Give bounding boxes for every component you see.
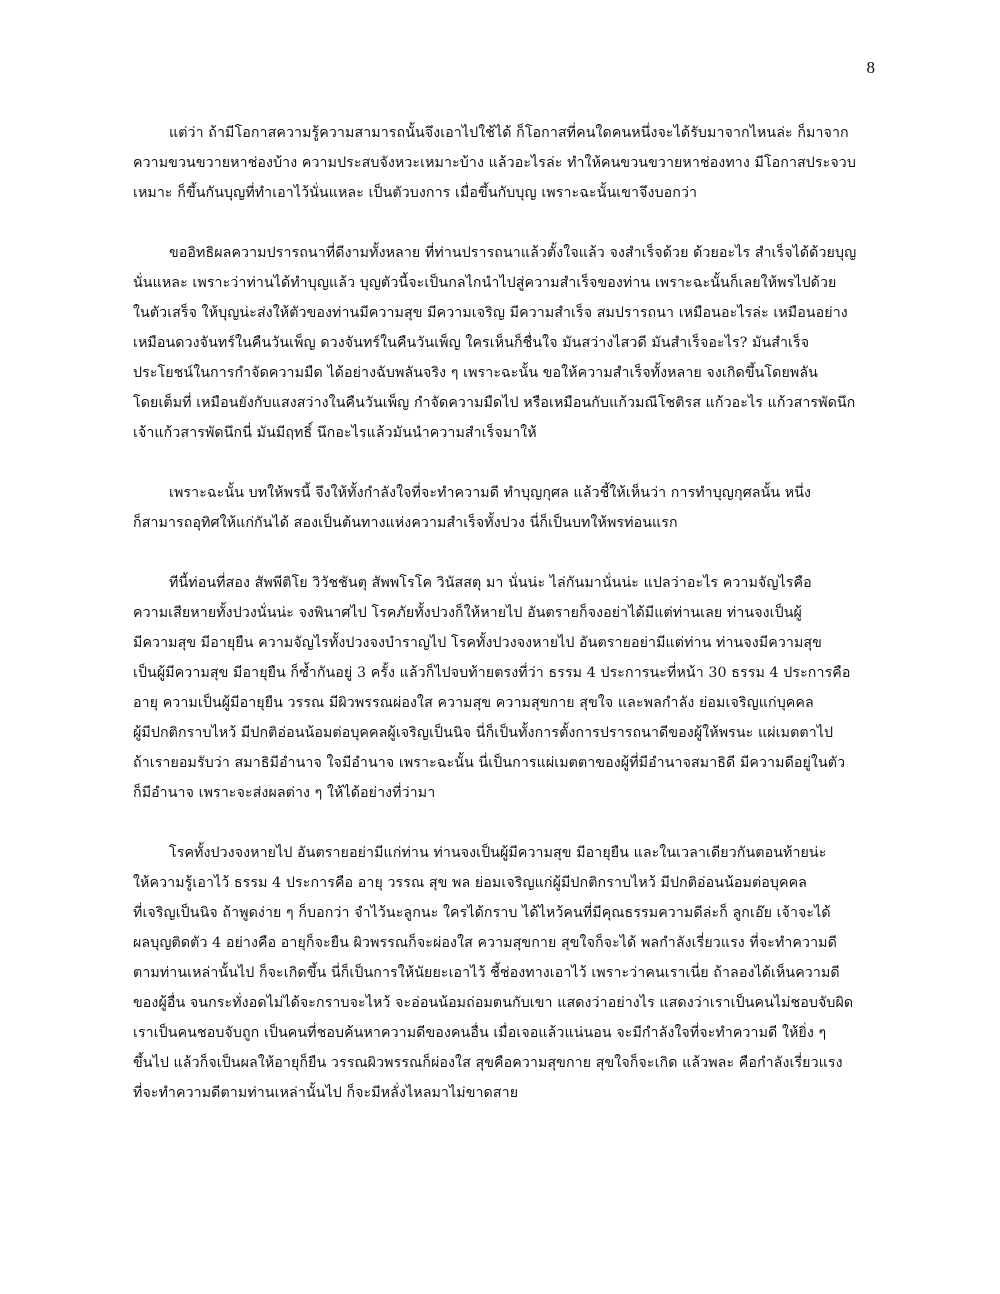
text-line: แต่ว่า ถ้ามีโอกาสความรู้ความสามารถนั้นจึงเอาไปใช้ได้ ก็โอกาสที่คนใดคนหนึ่งจะได้รับมาจากไหนล่ะ ก็มาจาก [169,125,849,141]
text-line: ที่เจริญเป็นนิจ ถ้าพูดง่าย ๆ ก็บอกว่า จำไว้นะลูกนะ ใครได้กราบ ได้ไหว้คนที่มีคุณธรรมความดีล่ะก็ ลูกเอ๊ย เจ้าจะได้ [133,905,831,921]
text-line: ในตัวเสร็จ ให้บุญน่ะส่งให้ตัวของท่านมีความสุข มีความเจริญ มีความสำเร็จ สมปรารถนา เหมือนอะไรล่ะ เหมือนอย่าง [133,305,848,321]
text-line: ประโยชน์ในการกำจัดความมืด ได้อย่างฉับพลันจริง ๆ เพราะฉะนั้น ขอให้ความสำเร็จทั้งหลาย จงเกิดขึ้นโดยพลัน [133,365,818,381]
text-line: ขออิทธิผลความปรารถนาที่ดีงามทั้งหลาย ที่ท่านปรารถนาแล้วตั้งใจแล้ว จงสำเร็จด้วย ด้วยอะไร สำเร็จได้ด้วยบุญ [169,245,857,261]
text-line: ตามท่านเหล่านั้นไป ก็จะเกิดขึ้น นี่ก็เป็นการให้นัยยะเอาไว้ ชี้ช่องทางเอาไว้ เพราะว่าคนเราเนี่ย ถ้าลองได้เห็นความดี [133,965,840,981]
page-number: 8 [866,58,875,77]
text-line: เจ้าแก้วสารพัดนึกนี่ มันมีฤทธิ์ นึกอะไรแล้วมันนำความสำเร็จมาให้ [133,425,537,441]
text-line: นั่นแหละ เพราะว่าท่านได้ทำบุญแล้ว บุญตัวนี้จะเป็นกลไกนำไปสู่ความสำเร็จของท่าน เพราะฉะนั้นก็เลยให้พรไปด้วย [133,275,837,291]
text-line: ผู้มีปกติกราบไหว้ มีปกติอ่อนน้อมต่อบุคคลผู้เจริญเป็นนิจ นี่ก็เป็นทั้งการตั้งการปรารถนาดีของผู้ให้พรนะ แผ่เมตตาไป [133,725,834,741]
text-line: ก็มีอำนาจ เพราะจะส่งผลต่าง ๆ ให้ได้อย่างที่ว่ามา [133,785,436,801]
text-line: เหมือนดวงจันทร์ในคืนวันเพ็ญ ดวงจันทร์ในคืนวันเพ็ญ ใครเห็นก็ชื่นใจ มันสว่างไสวดี มันสำเร็จอะไร? มันสำเร็จ [133,335,810,351]
text-line: เหมาะ ก็ขึ้นกันบุญที่ทำเอาไว้นั่นแหละ เป็นตัวบงการ เมื่อขึ้นกับบุญ เพราะฉะนั้นเขาจึงบอกว่า [133,185,698,201]
text-line: โดยเต็มที่ เหมือนยังกับแสงสว่างในคืนวันเพ็ญ กำจัดความมืดไป หรือเหมือนกับแก้วมณีโชติรส แก้วอะไร แก้วสารพัดนึก [133,395,856,411]
paragraph-1 [133,118,885,208]
text-line: ของผู้อื่น จนกระทั่งอดไม่ได้จะกราบจะไหว้ จะอ่อนน้อมถ่อมตนกับเขา แสดงว่าอย่างไร แสดงว่าเราเป็นคนไม่ชอบจับผิด [133,995,854,1011]
text-line: ถ้าเรายอมรับว่า สมาธิมีอำนาจ ใจมีอำนาจ เพราะฉะนั้น นี่เป็นการแผ่เมตตาของผู้ที่มีอำนาจสมาธิดี มีความดีอยู่ในตัว [133,755,846,771]
paragraph-3 [133,478,885,538]
text-line: ทีนี้ท่อนที่สอง สัพพีติโย วิวัชชันตุ สัพพโรโค วินัสสตุ มา นั่นน่ะ ไล่กันมานั่นน่ะ แปลว่าอะไร ความจัญไรคือ [169,575,812,591]
text-line: ขึ้นไป แล้วก็จเป็นผลให้อายุก็ยืน วรรณผิวพรรณก็ผ่องใส สุขคือความสุขกาย สุขใจก็จะเกิด แล้วพละ คือกำลังเรี่ยวแรง [133,1055,843,1071]
document-body [133,118,885,1138]
paragraph-2 [133,238,885,448]
text-line: อายุ ความเป็นผู้มีอายุยืน วรรณ มีผิวพรรณผ่องใส ความสุข ความสุขกาย สุขใจ และพลกำลัง ย่อมเจริญแก่บุคคล [133,695,814,711]
paragraph-4 [133,568,885,808]
text-line: เราเป็นคนชอบจับถูก เป็นคนที่ชอบค้นหาความดีของคนอื่น เมื่อเจอแล้วแน่นอน จะมีกำลังใจที่จะทำความดี ให้ยิ่ง ๆ [133,1025,827,1041]
text-line: เพราะฉะนั้น บทให้พรนี้ จึงให้ทั้งกำลังใจที่จะทำความดี ทำบุญกุศล แล้วชี้ให้เห็นว่า การทำบุญกุศลนั้น หนึ่ง [169,485,812,501]
text-line: ให้ความรู้เอาไว้ ธรรม 4 ประการคือ อายุ วรรณ สุข พล ย่อมเจริญแก่ผู้มีปกติกราบไหว้ มีปกติอ่อนน้อมต่อบุคคล [133,875,807,891]
text-line: ผลบุญติดตัว 4 อย่างคือ อายุก็จะยืน ผิวพรรณก็จะผ่องใส ความสุขกาย สุขใจก็จะได้ พลกำลังเรี่ยวแรง ที่จะทำความดี [133,935,837,951]
text-line: เป็นผู้มีความสุข มีอายุยืน ก็ซ้ำกันอยู่ 3 ครั้ง แล้วก็ไปจบท้ายตรงที่ว่า ธรรม 4 ประการนะที่หน้า 30 ธรรม 4 ประการคือ [133,665,851,681]
text-line: ที่จะทำความดีตามท่านเหล่านั้นไป ก็จะมีหลั่งไหลมาไม่ขาดสาย [133,1085,519,1101]
text-line: ความเสียหายทั้งปวงนั่นน่ะ จงพินาศไป โรคภัยทั้งปวงก็ให้หายไป อันตรายก็จงอย่าได้มีแต่ท่านเลย ท่านจงเป็นผู้ [133,605,802,621]
paragraph-5 [133,838,885,1108]
text-line: ความขวนขวายหาช่องบ้าง ความประสบจังหวะเหมาะบ้าง แล้วอะไรล่ะ ทำให้คนขวนขวายหาช่องทาง มีโอกาสประจวบ [133,155,856,171]
text-line: มีความสุข มีอายุยืน ความจัญไรทั้งปวงจงบำราญไป โรคทั้งปวงจงหายไป อันตรายอย่ามีแต่ท่าน ท่านจงมีความสุข [133,635,822,651]
text-line: ก็สามารถอุทิศให้แก่กันได้ สองเป็นต้นทางแห่งความสำเร็จทั้งปวง นี่ก็เป็นบทให้พรท่อนแรก [133,515,678,531]
text-line: โรคทั้งปวงจงหายไป อันตรายอย่ามีแก่ท่าน ท่านจงเป็นผู้มีความสุข มีอายุยืน และในเวลาเดียวกันตอนท้ายน่ะ [169,845,827,861]
